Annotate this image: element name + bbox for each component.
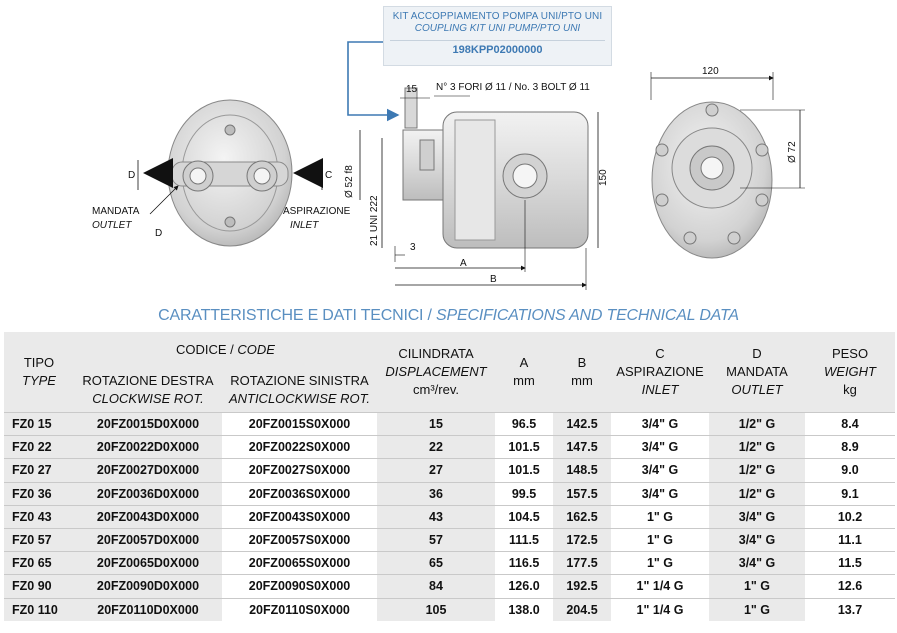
cell-a: 138.0 bbox=[495, 598, 553, 621]
cell-b: 147.5 bbox=[553, 436, 611, 459]
cell-dx: 20FZ0027D0X000 bbox=[74, 459, 222, 482]
cell-b: 204.5 bbox=[553, 598, 611, 621]
kit-title-en: COUPLING KIT UNI PUMP/PTO UNI bbox=[414, 23, 581, 34]
technical-drawings bbox=[0, 0, 897, 300]
cell-peso: 13.7 bbox=[805, 598, 895, 621]
cell-a: 101.5 bbox=[495, 436, 553, 459]
header-c: C ASPIRAZIONE INLET bbox=[611, 332, 709, 413]
cell-b: 162.5 bbox=[553, 505, 611, 528]
cell-sx: 20FZ0043S0X000 bbox=[222, 505, 377, 528]
dim-21: 21 UNI 222 bbox=[369, 195, 380, 246]
header-cilindrata: CILINDRATA DISPLACEMENT cm³/rev. bbox=[377, 332, 495, 413]
table-row bbox=[4, 552, 895, 575]
cell-a: 104.5 bbox=[495, 505, 553, 528]
cell-peso: 9.1 bbox=[805, 482, 895, 505]
table-row bbox=[4, 598, 895, 621]
cell-tipo: FZ0 65 bbox=[4, 552, 74, 575]
cell-dx: 20FZ0043D0X000 bbox=[74, 505, 222, 528]
cell-cil: 36 bbox=[377, 482, 495, 505]
cell-cil: 15 bbox=[377, 413, 495, 436]
cell-sx: 20FZ0015S0X000 bbox=[222, 413, 377, 436]
cell-b: 142.5 bbox=[553, 413, 611, 436]
header-peso: PESO WEIGHT kg bbox=[805, 332, 895, 413]
table-row bbox=[4, 482, 895, 505]
table-row bbox=[4, 575, 895, 598]
header-b: B mm bbox=[553, 332, 611, 413]
cell-dx: 20FZ0110D0X000 bbox=[74, 598, 222, 621]
cell-b: 192.5 bbox=[553, 575, 611, 598]
cell-d: 3/4" G bbox=[709, 528, 805, 551]
dim-150: 150 bbox=[598, 169, 609, 186]
cell-d: 3/4" G bbox=[709, 552, 805, 575]
table-row bbox=[4, 528, 895, 551]
specifications-table-body bbox=[4, 413, 895, 621]
cell-peso: 11.5 bbox=[805, 552, 895, 575]
cell-peso: 8.4 bbox=[805, 413, 895, 436]
cell-tipo: FZ0 36 bbox=[4, 482, 74, 505]
cell-a: 96.5 bbox=[495, 413, 553, 436]
cell-cil: 43 bbox=[377, 505, 495, 528]
cell-sx: 20FZ0110S0X000 bbox=[222, 598, 377, 621]
cell-c: 3/4" G bbox=[611, 413, 709, 436]
cell-peso: 11.1 bbox=[805, 528, 895, 551]
cell-sx: 20FZ0065S0X000 bbox=[222, 552, 377, 575]
cell-a: 101.5 bbox=[495, 459, 553, 482]
cell-peso: 12.6 bbox=[805, 575, 895, 598]
header-tipo: TIPO TYPE bbox=[4, 332, 74, 413]
section-title bbox=[0, 307, 897, 325]
cell-cil: 27 bbox=[377, 459, 495, 482]
label-inlet: INLET bbox=[290, 220, 319, 231]
cell-sx: 20FZ0027S0X000 bbox=[222, 459, 377, 482]
label-outlet: OUTLET bbox=[92, 220, 132, 231]
cell-tipo: FZ0 15 bbox=[4, 413, 74, 436]
cell-cil: 22 bbox=[377, 436, 495, 459]
dim-bolts: N° 3 FORI Ø 11 / No. 3 BOLT Ø 11 bbox=[436, 82, 590, 93]
table-row bbox=[4, 436, 895, 459]
cell-c: 1" G bbox=[611, 505, 709, 528]
cell-c: 1" 1/4 G bbox=[611, 575, 709, 598]
cell-peso: 9.0 bbox=[805, 459, 895, 482]
dim-15: 15 bbox=[406, 84, 418, 95]
cell-d: 1" G bbox=[709, 598, 805, 621]
specifications-table bbox=[4, 332, 895, 621]
cell-tipo: FZ0 110 bbox=[4, 598, 74, 621]
coupling-kit-box bbox=[383, 6, 612, 66]
cell-a: 99.5 bbox=[495, 482, 553, 505]
cell-dx: 20FZ0022D0X000 bbox=[74, 436, 222, 459]
cell-tipo: FZ0 27 bbox=[4, 459, 74, 482]
section-title-it: CARATTERISTICHE E DATI TECNICI / bbox=[158, 307, 437, 324]
cell-sx: 20FZ0022S0X000 bbox=[222, 436, 377, 459]
cell-d: 1/2" G bbox=[709, 436, 805, 459]
cell-d: 1/2" G bbox=[709, 413, 805, 436]
label-c-port: C bbox=[325, 170, 333, 181]
cell-peso: 10.2 bbox=[805, 505, 895, 528]
cell-b: 157.5 bbox=[553, 482, 611, 505]
cell-b: 177.5 bbox=[553, 552, 611, 575]
cell-dx: 20FZ0065D0X000 bbox=[74, 552, 222, 575]
cell-d: 1" G bbox=[709, 575, 805, 598]
pump-side-view bbox=[360, 88, 598, 290]
cell-sx: 20FZ0057S0X000 bbox=[222, 528, 377, 551]
cell-d: 3/4" G bbox=[709, 505, 805, 528]
cell-d: 1/2" G bbox=[709, 459, 805, 482]
dim-120: 120 bbox=[702, 66, 719, 77]
dim-a: A bbox=[460, 258, 467, 269]
cell-cil: 105 bbox=[377, 598, 495, 621]
cell-sx: 20FZ0036S0X000 bbox=[222, 482, 377, 505]
cell-a: 126.0 bbox=[495, 575, 553, 598]
section-title-en: SPECIFICATIONS AND TECHNICAL DATA bbox=[436, 307, 739, 324]
cell-dx: 20FZ0015D0X000 bbox=[74, 413, 222, 436]
cell-c: 1" 1/4 G bbox=[611, 598, 709, 621]
kit-code: 198KPP02000000 bbox=[452, 44, 543, 56]
dim-b: B bbox=[490, 274, 497, 285]
label-d-diag: D bbox=[155, 228, 163, 239]
label-aspirazione: ASPIRAZIONE bbox=[283, 206, 351, 217]
cell-tipo: FZ0 43 bbox=[4, 505, 74, 528]
cell-tipo: FZ0 57 bbox=[4, 528, 74, 551]
cell-a: 111.5 bbox=[495, 528, 553, 551]
cell-dx: 20FZ0090D0X000 bbox=[74, 575, 222, 598]
header-rot-sx: ROTAZIONE SINISTRA ANTICLOCKWISE ROT. bbox=[222, 368, 377, 413]
cell-c: 3/4" G bbox=[611, 436, 709, 459]
cell-a: 116.5 bbox=[495, 552, 553, 575]
cell-cil: 57 bbox=[377, 528, 495, 551]
dim-72: Ø 72 bbox=[787, 141, 798, 163]
kit-divider bbox=[390, 40, 605, 41]
cell-sx: 20FZ0090S0X000 bbox=[222, 575, 377, 598]
cell-c: 1" G bbox=[611, 552, 709, 575]
pump-front-view bbox=[651, 72, 805, 258]
label-mandata: MANDATA bbox=[92, 206, 140, 217]
cell-b: 172.5 bbox=[553, 528, 611, 551]
cell-c: 3/4" G bbox=[611, 459, 709, 482]
kit-title-it: KIT ACCOPPIAMENTO POMPA UNI/PTO UNI bbox=[392, 11, 603, 22]
cell-b: 148.5 bbox=[553, 459, 611, 482]
dim-3: 3 bbox=[410, 242, 416, 253]
cell-peso: 8.9 bbox=[805, 436, 895, 459]
cell-c: 3/4" G bbox=[611, 482, 709, 505]
cell-cil: 84 bbox=[377, 575, 495, 598]
cell-cil: 65 bbox=[377, 552, 495, 575]
header-rot-dx: ROTAZIONE DESTRA CLOCKWISE ROT. bbox=[74, 368, 222, 413]
dim-52: Ø 52 f8 bbox=[344, 165, 355, 198]
table-row bbox=[4, 505, 895, 528]
cell-tipo: FZ0 90 bbox=[4, 575, 74, 598]
cell-tipo: FZ0 22 bbox=[4, 436, 74, 459]
table-row bbox=[4, 413, 895, 436]
header-codice: CODICE / CODE bbox=[74, 332, 377, 368]
header-a: A mm bbox=[495, 332, 553, 413]
cell-dx: 20FZ0057D0X000 bbox=[74, 528, 222, 551]
cell-dx: 20FZ0036D0X000 bbox=[74, 482, 222, 505]
label-d-port: D bbox=[128, 170, 136, 181]
table-row bbox=[4, 459, 895, 482]
cell-d: 1/2" G bbox=[709, 482, 805, 505]
cell-c: 1" G bbox=[611, 528, 709, 551]
header-d: D MANDATA OUTLET bbox=[709, 332, 805, 413]
